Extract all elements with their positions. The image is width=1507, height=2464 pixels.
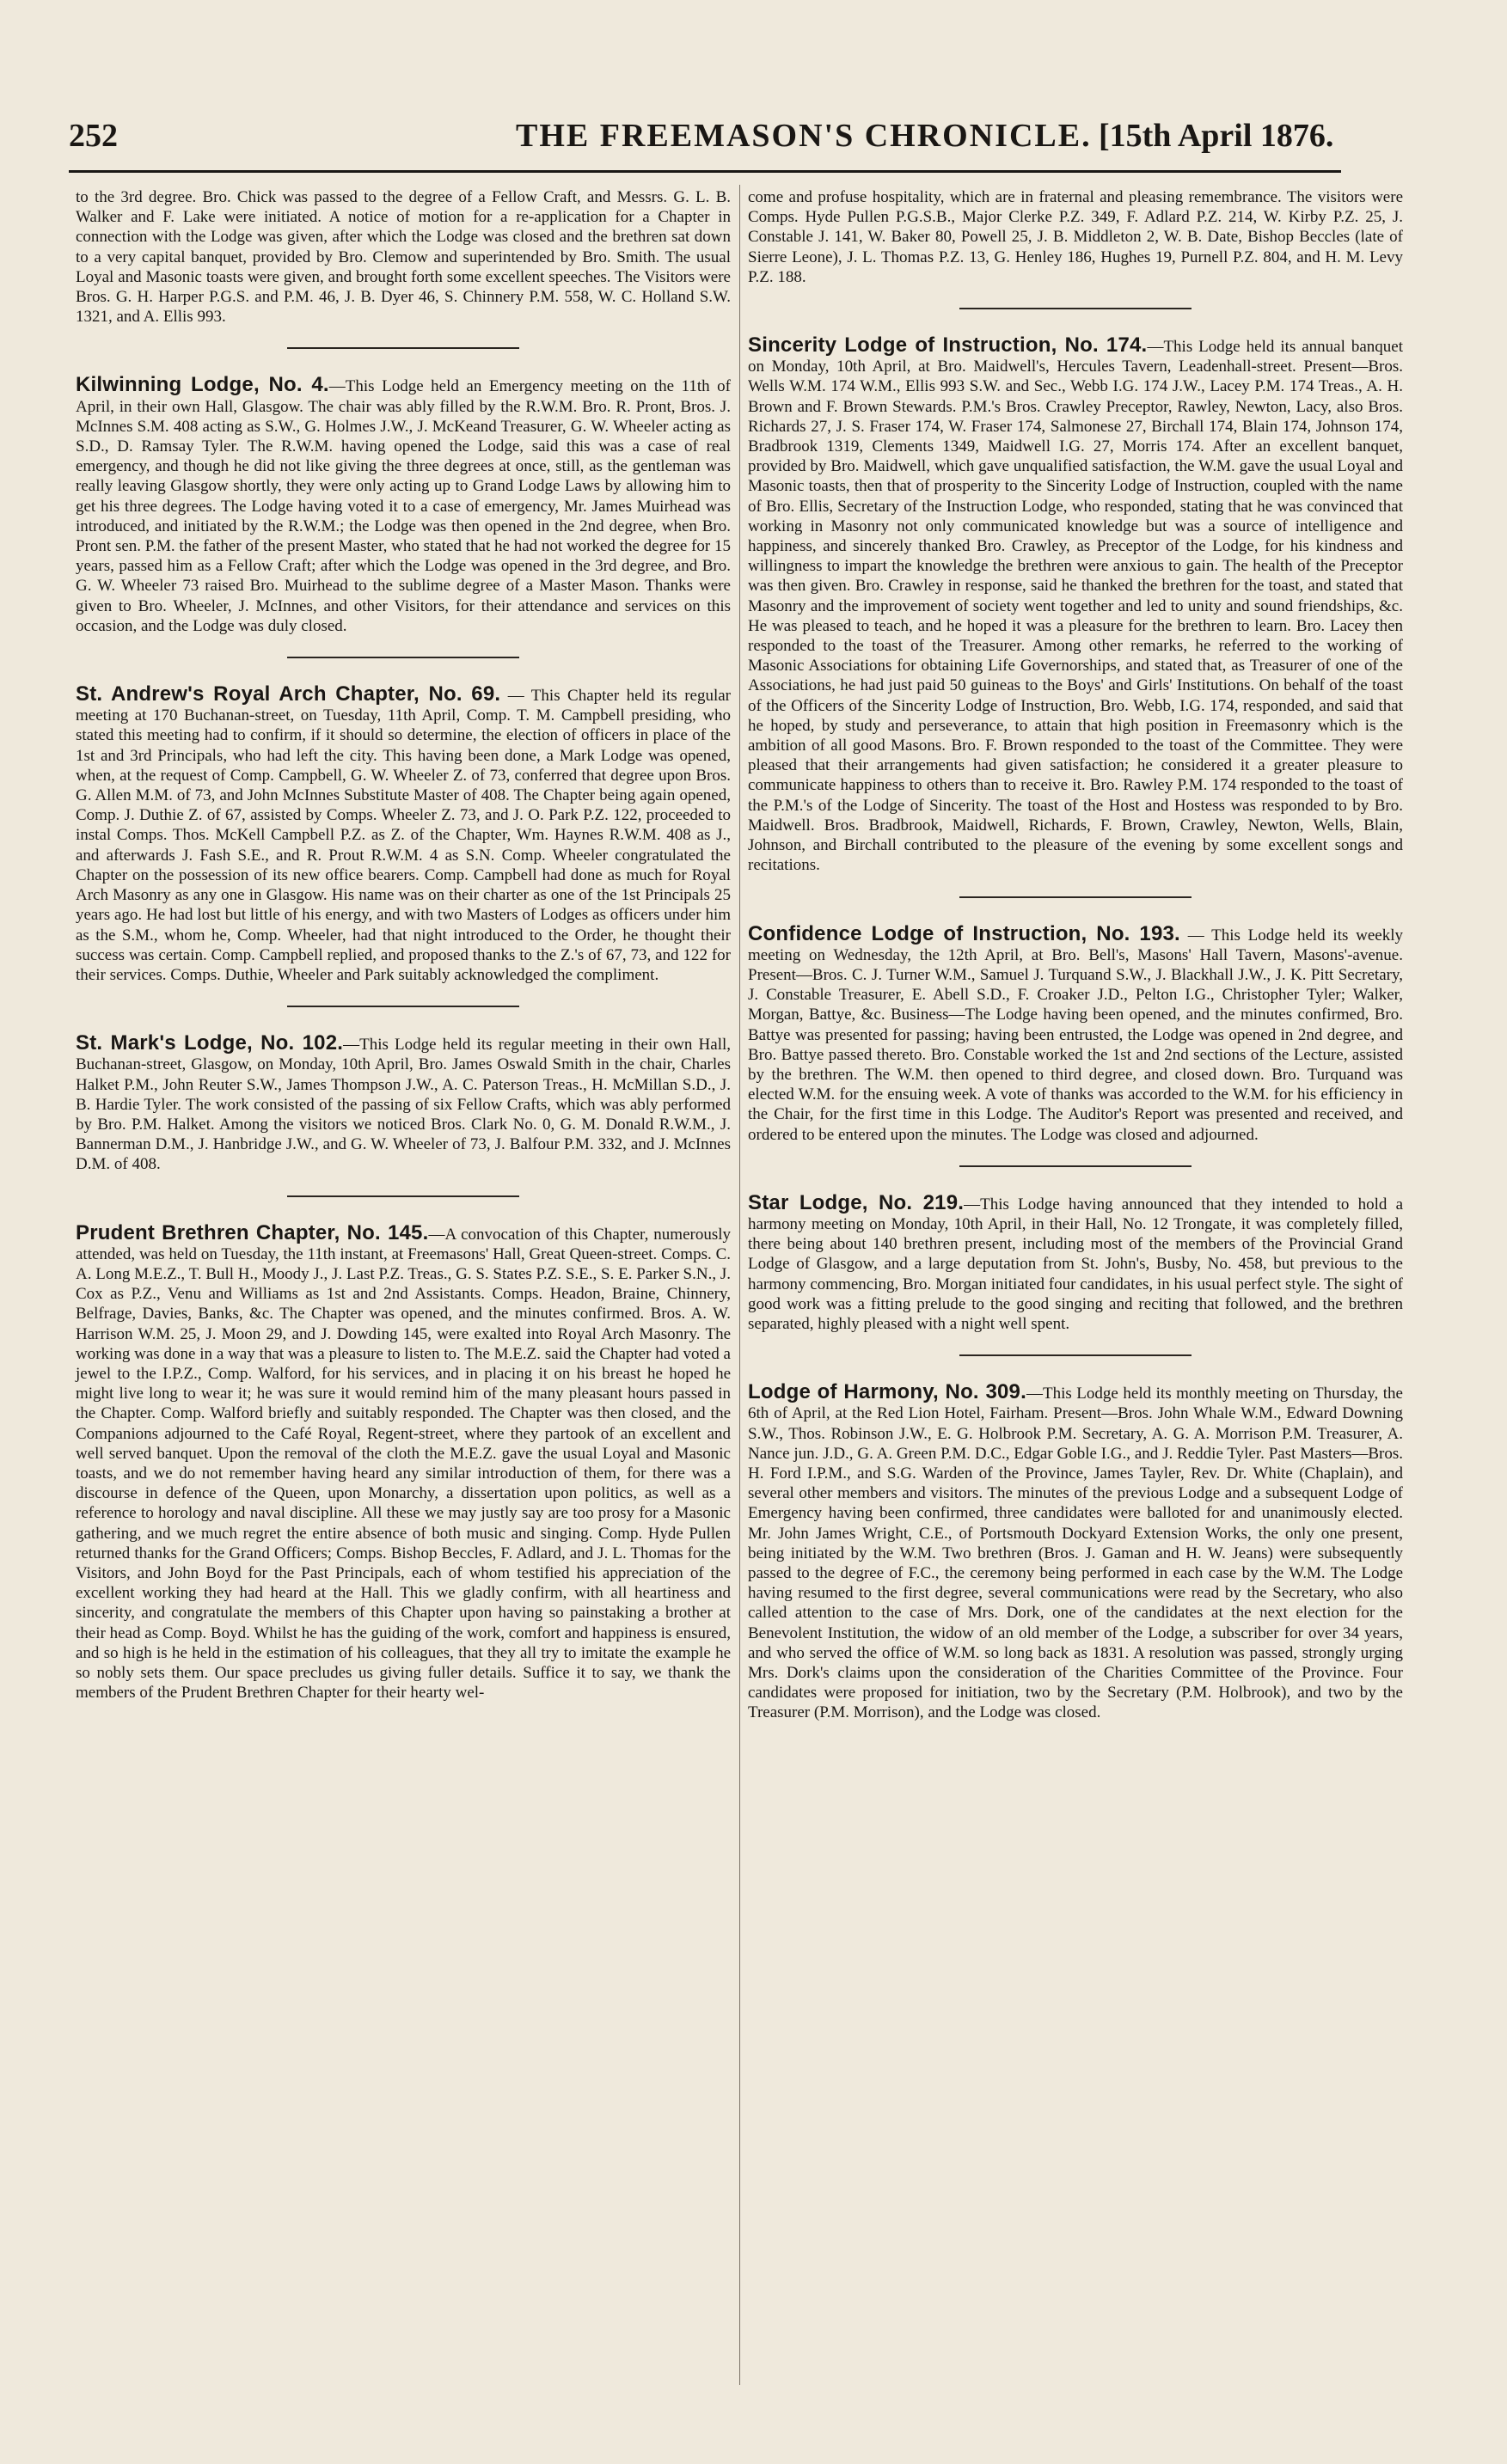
article-body: —This Lodge held its regular meeting in their own Hall, Buchanan-street, Glasgow, on Monday, 10th April, Bro. James Oswald Smith in the chair, Charles Halket P.M., John Reuter S.W., James Thompson J.W., A. C. Paterson Treas., H. McMillan S.D., J. B. Hardie Tyler. The work consisted of the passing of six Fellow Crafts, which was ably performed by Bro. P.M. Halket. Among the visitors we noticed Bros. Clark No. 0, G. M. Donald R.W.M., J. Bannerman D.M., J. Hanbridge J.W., and G. W. Wheeler of 73, J. Balfour P.M. 332, and J. McInnes D.M. of 408. xyxy=(76,1036,731,1174)
article-heading: Confidence Lodge of Instruction, No. 193. xyxy=(748,921,1180,945)
publication-title: THE FREEMASON'S CHRONICLE. xyxy=(516,118,1092,154)
article-rule xyxy=(287,347,519,349)
article-st-andrews xyxy=(76,684,731,985)
header-rule xyxy=(69,170,1341,173)
right-column xyxy=(748,187,1403,1723)
article-body: —This Lodge held its monthly meeting on Thursday, the 6th of April, at the Red Lion Hotel, Fairham. Present—Bros. John Whale W.M., Edward Downing S.W., Thos. Robinson J.W., E. G. Holbrook P.M. Secretary, A. G. A. Morrison P.M. Treasurer, A. Nance jun. J.D., G. A. Green P.M. D.C., Edgar Goble I.G., and J. Reddie Tyler. Past Masters—Bros. H. Ford I.P.M., and S.G. Warden of the Province, James Tayler, Rev. Dr. White (Chaplain), and several other members and visitors. The minutes of the previous Lodge and a subsequent Lodge of Emergency having been confirmed, three candidates were balloted for and unanimously elected. Mr. John James Wright, C.E., of Portsmouth Dockyard Extension Works, the only one present, being initiated by the W.M. Two brethren (Bros. J. Gaman and H. W. Jeans) were subsequently passed to the degree of F.C., the ceremony being performed in each case by the W.M. The Lodge having resumed to the first degree, several communications were read by the Secretary, who also called attention to the case of Mrs. Dork, one of the candidates at the next election for the Benevolent Institution, the widow of an old member of the Lodge, a subscriber for over 34 years, and who served the office of W.M. so long back as 1831. A resolution was passed, strongly urging Mrs. Dork's claims upon the consideration of the Charities Committee of the Province. Four candidates were proposed for initiation, two by the Secretary (P.M. Holbrook), and two by the Treasurer (P.M. Morrison), and the Lodge was closed. xyxy=(748,1385,1403,1722)
article-continuation: to the 3rd degree. Bro. Chick was passed to the degree of a Fellow Craft, and Messrs. G. L. B. Walker and F. Lake were initiated. A notice of motion for a re-application for a Chapter in connection with the Lodge was given, after which the Lodge was closed and the brethren sat down to a very capital banquet, provided by Bro. Clemow and superintended by Bro. Smith. The usual Loyal and Masonic toasts were given, and brought forth some excellent speeches. The Visitors were Bros. G. H. Harper P.G.S. and P.M. 46, J. B. Dyer 46, S. Chinnery P.M. 558, W. C. Holland S.W. 1321, and A. Ellis 993. xyxy=(76,188,731,327)
article-prudent-brethren xyxy=(76,1220,732,1703)
page-number: 252 xyxy=(69,118,118,154)
article-rule xyxy=(959,308,1192,309)
article-heading: Star Lodge, No. 219. xyxy=(748,1190,965,1214)
article-heading: Prudent Brethren Chapter, No. 145. xyxy=(76,1220,429,1244)
article-heading: Kilwinning Lodge, No. 4. xyxy=(76,373,329,397)
article-star-lodge xyxy=(748,1190,1404,1334)
article-rule xyxy=(959,1165,1192,1167)
masthead xyxy=(69,110,1444,162)
article-body: —A convocation of this Chapter, numerously attended, was held on Tuesday, the 11th instant, at Freemasons' Hall, Great Queen-street. Comps. C. A. Long M.E.Z., T. Bull H., Moody J., J. Last P.Z. Treas., G. S. States P.Z. S.E., S. E. Parker S.N., J. Cox as P.Z., Venu and Williams as 1st and 2nd Assistants. Comps. Headon, Braine, Chinnery, Belfrage, Davies, Banks, &c. The Chapter was opened, and the minutes confirmed. Bros. A. W. Harrison W.M. 25, J. Moon 29, and J. Dowding 145, were exalted into Royal Arch Masonry. The working was done in a way that was a pleasure to listen to. The M.E.Z. said the Chapter had voted a jewel to the I.P.Z., Comp. Walford, for his services, and in placing it on his breast he hoped he might live long to wear it; he was sure it would remind him of the many pleasant hours passed in the Chapter. Comp. Walford briefly and suitably responded. The Chapter was then closed, and the Companions adjourned to the Café Royal, Regent-street, where they partook of an excellent and well served banquet. Upon the removal of the cloth the M.E.Z. gave the usual Loyal and Masonic toasts, and we do not remember having heard any similar introduction of them, for there was a discourse in defence of the Queen, upon Monarchy, a dissertation upon politics, as well as a reference to horology and naval discipline. All these we may justly say are too prosy for a Masonic gathering, and we much regret the entire absence of both music and singing. Comp. Hyde Pullen returned thanks for the Grand Officers; Comps. Bishop Beccles, F. Adlard, and J. L. Thomas for the Visitors, and John Boyd for the Past Principals, each of whom testified his appreciation of the excellent working they had heard at the Hall. This we gladly confirm, with all heartiness and sincerity, and congratulate the members of this Chapter upon having so painstaking a brother at their head as Comp. Boyd. Whilst he has the guiding of the work, comfort and happiness is ensured, and so high is he held in the estimation of his colleagues, that they all try to imitate the example he so nobly sets them. Our space precludes us giving fuller details. Suffice it to say, we thank the members of the Prudent Brethren Chapter for their hearty wel- xyxy=(76,1225,732,1703)
article-confidence xyxy=(748,921,1403,1145)
article-rule xyxy=(287,1006,519,1007)
article-heading: St. Mark's Lodge, No. 102. xyxy=(76,1031,344,1055)
issue-date: [15th April 1876. xyxy=(1099,118,1334,154)
article-heading: Sincerity Lodge of Instruction, No. 174. xyxy=(748,333,1148,358)
article-rule xyxy=(287,1195,519,1197)
article-kilwinning xyxy=(76,375,731,636)
article-rule xyxy=(959,896,1192,898)
article-st-marks xyxy=(76,1033,731,1174)
article-body: — This Chapter held its regular meeting at 170 Buchanan-street, on Tuesday, 11th April, Comp. T. M. Campbell presiding, who stated this meeting had to confirm, if it should so determine, the election of officers in place of the 1st and 3rd Principals, who had left the city. This having been done, a Mark Lodge was opened, when, at the request of Comp. Campbell, G. W. Wheeler Z. of 73, conferred that degree upon Bros. G. Allen M.M. of 73, and John McInnes Substitute Master of 408. The Chapter being again opened, Comp. J. Duthie Z. of 67, assisted by Comps. Wheeler Z. 73, and J. O. Park P.Z. 122, proceeded to instal Comps. Thos. McKell Campbell P.Z. as Z. of the Chapter, Wm. Haynes R.W.M. 408 as J., and afterwards J. Fash S.E., and R. Prout R.W.M. 4 as S.N. Comp. Wheeler congratulated the Chapter on the possession of its new office bearers. Comp. Campbell had done as much for Royal Arch Masonry as any one in Glasgow. His name was on their charter as one of the 1st Principals 25 years ago. He had lost but little of his energy, and with two Masters of Lodges as officers under him as the S.M., whom he, Comp. Wheeler, had that night introduced to the Order, he thought their success was certain. Comp. Campbell replied, and proposed thanks to the Z.'s of 67, 73, and 122 for their services. Comps. Duthie, Wheeler and Park suitably acknowledged the compliment. xyxy=(76,687,731,984)
article-heading: Lodge of Harmony, No. 309. xyxy=(748,1380,1026,1404)
column-divider xyxy=(739,185,740,2385)
article-continuation: come and profuse hospitality, which are in fraternal and pleasing remembrance. The visitors were Comps. Hyde Pullen P.G.S.B., Major Clerke P.Z. 349, F. Adlard P.Z. 214, W. Kirby P.Z. 25, J. Constable J. 141, W. Baker 80, Powell 25, J. B. Middleton 2, W. B. Date, Bishop Beccles (late of Sierre Leone), J. L. Thomas P.Z. 13, G. Henley 186, Hughes 19, Purnell P.Z. 804, and H. M. Levy P.Z. 188. xyxy=(748,188,1403,286)
article-body: —This Lodge held an Emergency meeting on the 11th of April, in their own Hall, Glasgow. The chair was ably filled by the R.W.M. Bro. R. Pront, Bros. J. McInnes S.M. 408 acting as S.W., G. Holmes J.W., J. McKeand Treasurer, G. W. Wheeler acting as S.D., D. Ramsay Tyler. The R.W.M. having opened the Lodge, said this was a case of real emergency, and though he did not like giving the three degrees at once, still, as the gentleman was really leaving Glasgow shortly, they were only acting up to Grand Lodge Laws by allowing him to get his three degrees. The Lodge having voted it to a case of emergency, Mr. James Muirhead was introduced, and initiated by the R.W.M.; the Lodge was then opened in the 2nd degree, when Bro. Pront sen. P.M. the father of the present Master, who stated that he had not worked the degree for 15 years, passed him as a Fellow Craft; after which the Lodge was opened in the 3rd degree, and Bro. G. W. Wheeler 73 raised Bro. Muirhead to the sublime degree of a Master Mason. Thanks were given to Bro. Wheeler, J. McInnes, and other Visitors, for their attendance and services on this occasion, and the Lodge was duly closed. xyxy=(76,377,732,635)
article-body: —This Lodge having announced that they intended to hold a harmony meeting on Monday, 10th April, in their Hall, No. 12 Trongate, it was completely filled, there being about 140 brethren present, including most of the members of the Provincial Grand Lodge of Glasgow, and a large deputation from St. John's, Busby, No. 458, but previous to the harmony commencing, Bro. Morgan initiated four candidates, in his usual perfect style. The sight of good work was a fitting prelude to the good singing and reciting that followed, and the brethren separated, highly pleased with a night well spent. xyxy=(748,1195,1404,1333)
article-body: —This Lodge held its annual banquet on Monday, 10th April, at Bro. Maidwell's, Hercules Tavern, Leadenhall-street. Present—Bros. Wells W.M. 174 W.M., Ellis 993 S.W. and Sec., Webb I.G. 174 J.W., Lacey P.M. 174 Treas., A. H. Brown and F. Brown Stewards. P.M.'s Bros. Crawley Preceptor, Rawley, Newton, Lacy, also Bros. Richards 27, J. S. Fraser 174, W. Fraser 174, Salmonese 27, Birchall 174, Blain 174, Johnson 174, Bradbrook 1319, Clements 1349, Maidwell I.G. 27, Morris 174. After an excellent banquet, provided by Bro. Maidwell, which gave unqualified satisfaction, the W.M. gave the usual Loyal and Masonic toasts, then that of prosperity to the Sincerity Lodge of Instruction, coupled with the name of Bro. Ellis, Secretary of the Instruction Lodge, who responded, stating that he was convinced that working in Masonry not only communicated knowledge but was a source of intelligence and happiness, and sincerely thanked Bro. Crawley, as Preceptor of the Lodge, for his kindness and willingness to impart the knowledge the brethren were anxious to gain. The health of the Preceptor was then given. Bro. Crawley in response, said he thanked the brethren for the toast, and stated that Masonry and the improvement of society went together and led to unity and sound friendships, &c. He was pleased to teach, and he hoped it was a pleasure for the brethren to learn. Bro. Lacey then responded to the toast of the Treasurer. Among other remarks, he referred to the working of Masonic Associations for obtaining Life Governorships, and stated that, as Treasurer of one of the Associations, he had just paid 50 guineas to the Boys' and Girls' Institutions. On behalf of the toast of the Officers of the Sincerity Lodge of Instruction, Bro. Webb, I.G. 174, responded, and said that he hoped, by study and perseverance, to attain that high position in Freemasonry which is the ambition of all good Masons. Bro. F. Brown responded to the toast of the Committee. They were pleased that their arrangements had given satisfaction; he considered it a greater pleasure to communicate happiness to others than to receive it. Bro. Rawley P.M. 174 responded to the toast of the P.M.'s of the Lodge of Sincerity. The toast of the Host and Hostess was responded to by Bro. Maidwell. Bros. Bradbrook, Maidwell, Richards, F. Brown, Crawley, Newton, Wells, Blain, Johnson, and Birchall contributed to the pleasure of the evening by some excellent songs and recitations. xyxy=(748,338,1403,875)
article-body: — This Lodge held its weekly meeting on Wednesday, the 12th April, at Bro. Bell's, Masons' Hall Tavern, Masons'-avenue. Present—Bros. C. J. Turner W.M., Samuel J. Turquand S.W., J. Blackhall J.W., J. K. Pitt Secretary, J. Constable Treasurer, E. Abell S.D., F. Croaker J.D., Pelton I.G., Christopher Tyler; Walker, Morgan, Battye, &c. Business—The Lodge having been opened, and the minutes confirmed, Bro. Battye was presented for passing; having been entrusted, the Lodge was opened in 2nd degree, and Bro. Battye passed thereto. Bro. Constable worked the 1st and 2nd sections of the Lecture, assisted by the brethren. The W.M. then opened to third degree, and closed down. Bro. Turquand was elected W.M. for the ensuing week. A vote of thanks was accorded to the W.M. for his efficiency in the Chair, for the first time in this Lodge. The Auditor's Report was presented and received, and ordered to be entered upon the minutes. The Lodge was closed and adjourned. xyxy=(748,926,1403,1144)
article-sincerity xyxy=(748,335,1403,875)
article-harmony xyxy=(748,1382,1403,1722)
left-column xyxy=(76,187,731,1703)
article-heading: St. Andrew's Royal Arch Chapter, No. 69. xyxy=(76,682,501,706)
article-rule xyxy=(287,657,519,658)
article-rule xyxy=(959,1354,1192,1356)
